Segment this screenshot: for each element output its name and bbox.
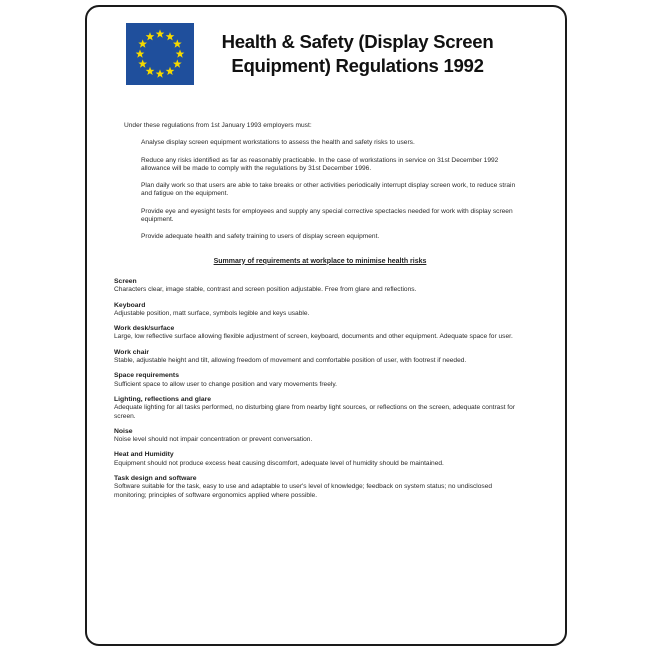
requirement-text: Adequate lighting for all tasks performed, no disturbing glare from nearby light sources, or reflections on the screen, adequate contrast for screen. — [114, 404, 515, 420]
duties-list — [114, 139, 526, 241]
requirement-text: Software suitable for the task, easy to use and adaptable to user's level of knowledge; feedback on system status; no undisclosed monitoring; principles of software ergonomics applied where possible. — [114, 483, 493, 499]
requirement-item — [114, 372, 526, 389]
requirement-item — [114, 428, 526, 445]
duty-item: Reduce any risks identified as far as reasonably practicable. In the case of workstations in service on 31st December 1992 allowance will be made to comply with the regulations by 31st December 1996. — [141, 156, 499, 172]
requirement-item — [114, 396, 526, 421]
requirement-heading: Keyboard — [114, 301, 146, 309]
requirement-text: Stable, adjustable height and tilt, allowing freedom of movement and comfortable position of user, with footrest if needed. — [114, 357, 467, 365]
requirement-heading: Heat and Humidity — [114, 451, 174, 459]
requirement-item — [114, 325, 526, 342]
requirement-item — [114, 302, 526, 319]
duty-item: Plan daily work so that users are able to take breaks or other activities periodically interrupt display screen work, to reduce strain and fatigue on the equipment. — [141, 182, 516, 198]
requirement-item — [114, 349, 526, 366]
requirement-heading: Task design and software — [114, 475, 197, 483]
intro-text: Under these regulations from 1st January 1993 employers must: — [124, 122, 312, 129]
requirement-text: Equipment should not produce excess heat causing discomfort, adequate level of humidity should be maintained. — [114, 459, 444, 467]
requirement-text: Adjustable position, matt surface, symbols legible and keys usable. — [114, 309, 310, 317]
requirement-heading: Noise — [114, 427, 133, 435]
sign-body — [114, 122, 526, 507]
requirements-list — [114, 278, 526, 500]
sign-title: Health & Safety (Display Screen Equipment) Regulations 1992 — [221, 31, 494, 76]
eu-flag-icon — [126, 23, 194, 85]
requirement-text: Noise level should not impair concentration or prevent conversation. — [114, 436, 313, 444]
requirement-text: Sufficient space to allow user to change position and vary movements freely. — [114, 380, 337, 388]
eu-flag-graphic — [126, 23, 194, 85]
requirement-text: Characters clear, image stable, contrast and screen position adjustable. Free from glare and reflections. — [114, 286, 417, 294]
requirement-item — [114, 475, 526, 500]
duty-item: Provide eye and eyesight tests for employees and supply any special corrective spectacles needed for work with display screen equipment. — [141, 207, 513, 224]
requirement-heading: Work desk/surface — [114, 325, 175, 333]
requirement-heading: Space requirements — [114, 372, 179, 380]
requirement-heading: Screen — [114, 277, 137, 285]
requirement-heading: Lighting, reflections and glare — [114, 395, 212, 403]
duty-item: Provide adequate health and safety training to users of display screen equipment. — [141, 233, 380, 241]
requirement-item — [114, 451, 526, 468]
duty-item: Analyse display screen equipment workstations to assess the health and safety risks to users. — [141, 139, 415, 147]
requirement-heading: Work chair — [114, 348, 150, 356]
requirement-item — [114, 278, 526, 295]
requirement-text: Large, low reflective surface allowing flexible adjustment of screen, keyboard, documents and other equipment. Adequate space for user. — [114, 333, 513, 341]
summary-heading: Summary of requirements at workplace to minimise health risks — [213, 257, 427, 265]
